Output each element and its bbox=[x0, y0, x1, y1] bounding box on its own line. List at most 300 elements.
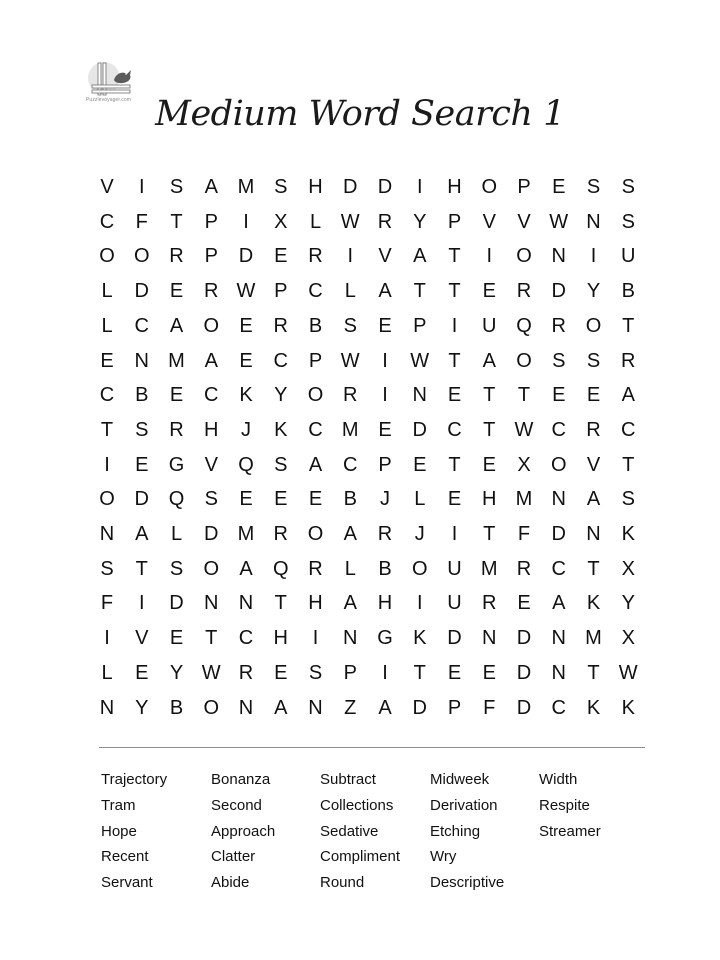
grid-letter[interactable]: T bbox=[587, 557, 600, 580]
grid-letter[interactable]: U bbox=[447, 557, 462, 580]
grid-letter[interactable]: A bbox=[482, 349, 496, 372]
grid-letter[interactable]: T bbox=[587, 661, 600, 684]
grid-letter[interactable]: P bbox=[378, 453, 392, 476]
grid-letter[interactable]: S bbox=[274, 176, 288, 198]
grid-letter[interactable]: W bbox=[340, 349, 360, 372]
grid-letter[interactable]: S bbox=[135, 418, 149, 441]
grid-row bbox=[92, 554, 652, 584]
grid-letter[interactable]: E bbox=[517, 592, 531, 615]
grid-letter[interactable]: P bbox=[308, 349, 323, 372]
grid-letter[interactable]: E bbox=[447, 661, 462, 684]
grid-letter[interactable]: Y bbox=[169, 661, 184, 684]
grid-letter[interactable]: U bbox=[621, 245, 636, 268]
word-list-item: Second bbox=[211, 796, 262, 814]
word-list-item: Clatter bbox=[211, 848, 256, 866]
grid-letter[interactable]: D bbox=[516, 661, 532, 684]
grid-letter[interactable]: C bbox=[343, 453, 358, 476]
word-list-item: Tram bbox=[101, 796, 136, 814]
grid-letter[interactable]: W bbox=[236, 280, 256, 303]
grid-row bbox=[92, 588, 652, 618]
grid-letter[interactable]: D bbox=[169, 592, 184, 615]
grid-letter[interactable]: E bbox=[413, 453, 427, 476]
word-list-item: Trajectory bbox=[101, 771, 168, 788]
divider bbox=[99, 747, 645, 748]
grid-letter[interactable]: S bbox=[169, 176, 184, 198]
grid-letter[interactable]: C bbox=[273, 349, 288, 372]
grid-letter[interactable]: H bbox=[377, 592, 393, 615]
grid-letter[interactable]: F bbox=[517, 523, 531, 545]
grid-letter[interactable]: P bbox=[517, 176, 531, 198]
grid-letter[interactable]: Q bbox=[238, 453, 254, 476]
grid-letter[interactable]: L bbox=[414, 488, 426, 511]
grid-letter[interactable]: C bbox=[447, 418, 462, 441]
grid-letter[interactable]: S bbox=[274, 453, 288, 476]
page-title: Medium Word Search 1 bbox=[155, 94, 565, 134]
grid-letter[interactable]: J bbox=[414, 523, 425, 545]
grid-letter[interactable]: N bbox=[99, 523, 115, 545]
grid-letter[interactable]: L bbox=[344, 280, 356, 303]
grid-letter[interactable]: N bbox=[308, 696, 323, 719]
grid-letter[interactable]: L bbox=[101, 314, 113, 337]
grid-letter[interactable]: D bbox=[551, 523, 566, 545]
grid-letter[interactable]: N bbox=[238, 592, 254, 615]
grid-letter[interactable]: L bbox=[101, 661, 113, 684]
grid-letter[interactable]: N bbox=[482, 627, 497, 650]
grid-letter[interactable]: H bbox=[204, 418, 219, 441]
grid-letter[interactable]: E bbox=[239, 314, 253, 337]
grid-letter[interactable]: U bbox=[447, 592, 462, 615]
grid-letter[interactable]: R bbox=[273, 314, 288, 337]
word-list-item: Streamer bbox=[539, 822, 601, 840]
grid-letter[interactable]: S bbox=[343, 314, 357, 337]
grid-letter[interactable]: E bbox=[552, 384, 566, 407]
grid-letter[interactable]: A bbox=[274, 696, 288, 719]
grid-letter[interactable]: E bbox=[135, 453, 149, 476]
grid-letter[interactable]: N bbox=[238, 696, 254, 719]
word-list-item: Subtract bbox=[320, 771, 376, 788]
grid-letter[interactable]: B bbox=[621, 280, 635, 303]
grid-letter[interactable]: X bbox=[274, 210, 288, 233]
grid-letter[interactable]: K bbox=[274, 418, 288, 441]
grid-row bbox=[92, 207, 652, 237]
grid-letter[interactable]: T bbox=[205, 627, 218, 650]
grid-letter[interactable]: R bbox=[586, 418, 601, 441]
word-list-item: Collections bbox=[320, 796, 394, 814]
bird-on-crossword-logo-icon bbox=[86, 60, 146, 98]
grid-letter[interactable]: P bbox=[343, 661, 357, 684]
grid-letter[interactable]: B bbox=[343, 488, 357, 511]
grid-letter[interactable]: S bbox=[621, 176, 635, 198]
grid-letter[interactable]: T bbox=[448, 349, 461, 372]
grid-letter[interactable]: P bbox=[204, 210, 218, 233]
grid-letter[interactable]: Z bbox=[344, 696, 357, 719]
grid-letter[interactable]: E bbox=[308, 488, 323, 511]
grid-letter[interactable]: L bbox=[101, 280, 113, 303]
grid-letter[interactable]: O bbox=[550, 453, 567, 476]
grid-letter[interactable]: A bbox=[343, 523, 357, 545]
grid-letter[interactable]: N bbox=[204, 592, 219, 615]
grid-letter[interactable]: A bbox=[413, 245, 427, 268]
grid-letter[interactable]: T bbox=[448, 280, 461, 303]
word-list-item: Sedative bbox=[320, 822, 379, 840]
grid-letter[interactable]: F bbox=[135, 210, 148, 233]
grid-letter[interactable]: E bbox=[169, 280, 184, 303]
grid-letter[interactable]: R bbox=[343, 384, 358, 407]
grid-letter[interactable]: T bbox=[448, 453, 461, 476]
grid-letter[interactable]: Y bbox=[135, 696, 149, 719]
grid-letter[interactable]: M bbox=[168, 349, 185, 372]
grid-letter[interactable]: D bbox=[447, 627, 462, 650]
word-list-item: Derivation bbox=[430, 796, 498, 814]
grid-letter[interactable]: T bbox=[448, 245, 461, 268]
grid-letter[interactable]: C bbox=[308, 280, 323, 303]
grid-letter[interactable]: O bbox=[203, 696, 220, 719]
grid-letter[interactable]: I bbox=[104, 627, 110, 650]
grid-letter[interactable]: E bbox=[447, 488, 462, 511]
grid-letter[interactable]: I bbox=[382, 661, 388, 684]
grid-row bbox=[92, 172, 652, 202]
grid-row bbox=[92, 658, 652, 688]
grid-letter[interactable]: F bbox=[483, 696, 496, 719]
grid-letter[interactable]: N bbox=[412, 384, 427, 407]
grid-letter[interactable]: A bbox=[204, 176, 218, 198]
grid-row bbox=[92, 241, 652, 271]
grid-letter[interactable]: S bbox=[552, 349, 566, 372]
grid-row bbox=[92, 693, 652, 723]
grid-letter[interactable]: A bbox=[586, 488, 601, 511]
grid-letter[interactable]: V bbox=[100, 176, 114, 198]
grid-letter[interactable]: R bbox=[621, 349, 636, 372]
grid-letter[interactable]: S bbox=[308, 661, 323, 684]
grid-letter[interactable]: O bbox=[516, 245, 532, 268]
grid-letter[interactable]: I bbox=[138, 176, 145, 198]
word-list bbox=[101, 770, 661, 910]
grid-letter[interactable]: B bbox=[308, 314, 323, 337]
grid-letter[interactable]: B bbox=[378, 557, 392, 580]
grid-letter[interactable]: I bbox=[382, 349, 388, 372]
grid-letter[interactable]: S bbox=[586, 176, 601, 198]
grid-letter[interactable]: M bbox=[480, 557, 498, 580]
grid-letter[interactable]: A bbox=[308, 453, 323, 476]
grid-letter[interactable]: T bbox=[100, 418, 114, 441]
grid-letter[interactable]: D bbox=[551, 280, 566, 303]
grid-row bbox=[92, 415, 652, 445]
grid-letter[interactable]: O bbox=[133, 245, 150, 268]
grid-letter[interactable]: N bbox=[586, 210, 601, 233]
grid-letter[interactable]: D bbox=[412, 418, 427, 441]
grid-row bbox=[92, 380, 652, 410]
grid-letter[interactable]: O bbox=[516, 349, 532, 372]
grid-letter[interactable]: B bbox=[169, 696, 184, 719]
grid-letter[interactable]: I bbox=[243, 210, 249, 233]
grid-letter[interactable]: R bbox=[482, 592, 497, 615]
grid-letter[interactable]: C bbox=[134, 314, 149, 337]
grid-letter[interactable]: W bbox=[340, 210, 360, 233]
grid-letter[interactable]: O bbox=[307, 523, 324, 545]
grid-letter[interactable]: X bbox=[621, 557, 635, 580]
grid-letter[interactable]: D bbox=[204, 523, 219, 545]
grid-letter[interactable]: F bbox=[100, 592, 114, 615]
grid-letter[interactable]: D bbox=[377, 176, 393, 198]
grid-letter[interactable]: W bbox=[514, 418, 534, 441]
grid-letter[interactable]: B bbox=[135, 384, 149, 407]
grid-letter[interactable]: O bbox=[585, 314, 602, 337]
grid-letter[interactable]: E bbox=[274, 488, 288, 511]
grid-letter[interactable]: P bbox=[274, 280, 288, 303]
word-list-item: Descriptive bbox=[430, 874, 505, 892]
grid-letter[interactable]: I bbox=[451, 523, 458, 545]
grid-letter[interactable]: X bbox=[517, 453, 531, 476]
grid-letter[interactable]: T bbox=[622, 314, 635, 337]
grid-letter[interactable]: T bbox=[135, 557, 148, 580]
grid-letter[interactable]: I bbox=[104, 453, 110, 476]
grid-letter[interactable]: P bbox=[447, 210, 462, 233]
grid-letter[interactable]: C bbox=[204, 384, 219, 407]
grid-letter[interactable]: H bbox=[308, 176, 323, 198]
grid-letter[interactable]: J bbox=[380, 488, 390, 511]
grid-letter[interactable]: M bbox=[585, 627, 602, 650]
grid-letter[interactable]: X bbox=[621, 627, 635, 650]
grid-letter[interactable]: O bbox=[99, 245, 115, 268]
grid-letter[interactable]: M bbox=[237, 523, 255, 545]
grid-letter[interactable]: S bbox=[204, 488, 218, 511]
grid-letter[interactable]: V bbox=[482, 210, 496, 233]
grid-letter[interactable]: N bbox=[343, 627, 358, 650]
grid-letter[interactable]: A bbox=[621, 384, 635, 407]
grid-letter[interactable]: G bbox=[377, 627, 393, 650]
grid-letter[interactable]: D bbox=[238, 245, 254, 268]
grid-letter[interactable]: Q bbox=[168, 488, 185, 511]
grid-letter[interactable]: O bbox=[203, 314, 220, 337]
grid-letter[interactable]: C bbox=[99, 210, 115, 233]
grid-letter[interactable]: S bbox=[169, 557, 184, 580]
grid-letter[interactable]: L bbox=[309, 210, 322, 233]
grid-letter[interactable]: U bbox=[482, 314, 497, 337]
grid-letter[interactable]: E bbox=[169, 384, 184, 407]
grid-letter[interactable]: C bbox=[551, 696, 566, 719]
grid-letter[interactable]: O bbox=[481, 176, 498, 198]
grid-row bbox=[92, 450, 652, 480]
grid-letter[interactable]: R bbox=[516, 557, 532, 580]
grid-letter[interactable]: S bbox=[621, 210, 635, 233]
grid-letter[interactable]: W bbox=[201, 661, 221, 684]
grid-letter[interactable]: E bbox=[586, 384, 601, 407]
grid-row bbox=[92, 311, 652, 341]
grid-letter[interactable]: K bbox=[413, 627, 427, 650]
grid-letter[interactable]: O bbox=[203, 557, 220, 580]
grid-letter[interactable]: V bbox=[135, 627, 149, 650]
grid-letter[interactable]: E bbox=[482, 661, 496, 684]
grid-letter[interactable]: Y bbox=[413, 210, 427, 233]
grid-letter[interactable]: P bbox=[447, 696, 462, 719]
grid-letter[interactable]: D bbox=[134, 280, 149, 303]
grid-letter[interactable]: A bbox=[204, 349, 218, 372]
grid-letter[interactable]: W bbox=[549, 210, 569, 233]
grid-letter[interactable]: E bbox=[482, 453, 496, 476]
grid-letter[interactable]: R bbox=[169, 418, 184, 441]
grid-letter[interactable]: N bbox=[99, 696, 115, 719]
grid-letter[interactable]: A bbox=[378, 696, 392, 719]
grid-letter[interactable]: V bbox=[586, 453, 601, 476]
grid-letter[interactable]: I bbox=[451, 314, 458, 337]
grid-letter[interactable]: A bbox=[552, 592, 566, 615]
grid-letter[interactable]: D bbox=[516, 627, 532, 650]
grid-letter[interactable]: E bbox=[378, 314, 392, 337]
word-list-item: Round bbox=[320, 874, 365, 892]
grid-letter[interactable]: C bbox=[308, 418, 323, 441]
grid-row bbox=[92, 276, 652, 306]
word-list-item: Midweek bbox=[430, 771, 490, 788]
grid-letter[interactable]: Y bbox=[621, 592, 635, 615]
grid-letter[interactable]: M bbox=[237, 176, 255, 198]
grid-letter[interactable]: E bbox=[100, 349, 114, 372]
grid-letter[interactable]: O bbox=[99, 488, 115, 511]
grid-letter[interactable]: D bbox=[134, 488, 149, 511]
grid-letter[interactable]: A bbox=[239, 557, 253, 580]
grid-letter[interactable]: T bbox=[483, 384, 496, 407]
grid-letter[interactable]: N bbox=[551, 661, 566, 684]
grid-row bbox=[92, 484, 652, 514]
word-list-item: Width bbox=[539, 771, 578, 788]
grid-letter[interactable]: A bbox=[135, 523, 149, 545]
grid-letter[interactable]: C bbox=[621, 418, 636, 441]
grid-letter[interactable]: E bbox=[378, 418, 392, 441]
grid-letter[interactable]: Y bbox=[274, 384, 288, 407]
grid-letter[interactable]: R bbox=[308, 245, 323, 268]
grid-letter[interactable]: O bbox=[411, 557, 428, 580]
grid-letter[interactable]: R bbox=[516, 280, 532, 303]
word-list-item: Bonanza bbox=[211, 771, 271, 788]
grid-letter[interactable]: E bbox=[239, 349, 253, 372]
grid-letter[interactable]: E bbox=[239, 488, 253, 511]
grid-letter[interactable]: K bbox=[586, 592, 601, 615]
grid-letter[interactable]: P bbox=[413, 314, 427, 337]
grid-letter[interactable]: Q bbox=[272, 557, 289, 580]
grid-letter[interactable]: R bbox=[169, 245, 184, 268]
word-list-item: Approach bbox=[211, 822, 276, 840]
grid-letter[interactable]: T bbox=[413, 280, 426, 303]
grid-letter[interactable]: S bbox=[586, 349, 601, 372]
grid-letter[interactable]: R bbox=[377, 210, 393, 233]
grid-letter[interactable]: R bbox=[377, 523, 393, 545]
grid-letter[interactable]: P bbox=[204, 245, 218, 268]
grid-letter[interactable]: T bbox=[170, 210, 183, 233]
grid-letter[interactable]: E bbox=[482, 280, 496, 303]
grid-letter[interactable]: D bbox=[412, 696, 427, 719]
grid-letter[interactable]: W bbox=[618, 661, 638, 684]
grid-letter[interactable]: A bbox=[343, 592, 357, 615]
grid-letter[interactable]: A bbox=[378, 280, 392, 303]
grid-letter[interactable]: N bbox=[586, 523, 601, 545]
grid-letter[interactable]: C bbox=[238, 627, 254, 650]
grid-letter[interactable]: L bbox=[170, 523, 183, 545]
grid-letter[interactable]: I bbox=[416, 176, 423, 198]
grid-letter[interactable]: T bbox=[483, 523, 496, 545]
grid-letter[interactable]: I bbox=[312, 627, 319, 650]
grid-letter[interactable]: H bbox=[447, 176, 462, 198]
grid-letter[interactable]: T bbox=[622, 453, 635, 476]
grid-row bbox=[92, 623, 652, 653]
grid-letter[interactable]: C bbox=[551, 557, 566, 580]
word-list-item: Hope bbox=[101, 822, 137, 840]
grid-letter[interactable]: V bbox=[517, 210, 531, 233]
grid-letter[interactable]: K bbox=[239, 384, 253, 407]
grid-letter[interactable]: L bbox=[344, 557, 356, 580]
grid-letter[interactable]: K bbox=[621, 696, 635, 719]
grid-letter[interactable]: K bbox=[621, 523, 635, 545]
grid-letter[interactable]: I bbox=[486, 245, 493, 268]
grid-letter[interactable]: Y bbox=[586, 280, 601, 303]
grid-letter[interactable]: O bbox=[307, 384, 324, 407]
grid-letter[interactable]: R bbox=[204, 280, 219, 303]
word-list-item: Abide bbox=[211, 874, 250, 892]
grid-letter[interactable]: T bbox=[517, 384, 531, 407]
grid-letter[interactable]: A bbox=[169, 314, 184, 337]
grid-letter[interactable]: I bbox=[138, 592, 145, 615]
grid-letter[interactable]: E bbox=[552, 176, 566, 198]
grid-letter[interactable]: J bbox=[241, 418, 251, 441]
grid-letter[interactable]: R bbox=[238, 661, 254, 684]
grid-letter[interactable]: K bbox=[586, 696, 601, 719]
grid-row bbox=[92, 346, 652, 376]
grid-letter[interactable]: N bbox=[551, 627, 566, 650]
grid-letter[interactable]: H bbox=[273, 627, 288, 650]
grid-letter[interactable]: S bbox=[621, 488, 635, 511]
logo-caption: Puzzlevoyager.com bbox=[86, 97, 132, 103]
grid-letter[interactable]: Q bbox=[516, 314, 532, 337]
grid-letter[interactable]: E bbox=[274, 661, 288, 684]
grid-letter[interactable]: T bbox=[274, 592, 287, 615]
grid-letter[interactable]: M bbox=[515, 488, 533, 511]
word-list-item: Etching bbox=[430, 822, 481, 840]
grid-letter[interactable]: N bbox=[551, 245, 566, 268]
grid-letter[interactable]: N bbox=[134, 349, 149, 372]
grid-letter[interactable]: H bbox=[482, 488, 497, 511]
grid-letter[interactable]: T bbox=[483, 418, 496, 441]
grid-letter[interactable]: D bbox=[516, 696, 532, 719]
grid-letter[interactable]: E bbox=[135, 661, 149, 684]
grid-letter[interactable]: N bbox=[551, 488, 566, 511]
word-list-item: Servant bbox=[101, 874, 153, 892]
grid-letter[interactable]: R bbox=[273, 523, 288, 545]
grid-letter[interactable]: G bbox=[168, 453, 185, 476]
grid-letter[interactable]: I bbox=[416, 592, 423, 615]
word-list-item: Compliment bbox=[320, 848, 401, 866]
grid-letter[interactable]: I bbox=[382, 384, 388, 407]
grid-letter[interactable]: I bbox=[590, 245, 597, 268]
grid-letter[interactable]: E bbox=[274, 245, 288, 268]
grid-letter[interactable]: S bbox=[100, 557, 114, 580]
grid-letter[interactable]: W bbox=[410, 349, 430, 372]
grid-letter[interactable]: C bbox=[99, 384, 115, 407]
grid-letter[interactable]: E bbox=[169, 627, 184, 650]
grid-letter[interactable]: H bbox=[308, 592, 323, 615]
grid-letter[interactable]: E bbox=[447, 384, 462, 407]
word-list-item: Recent bbox=[101, 848, 149, 866]
word-list-item: Wry bbox=[430, 848, 457, 866]
grid-letter[interactable]: C bbox=[551, 418, 566, 441]
grid-letter[interactable]: R bbox=[308, 557, 323, 580]
word-list-item: Respite bbox=[539, 796, 590, 814]
grid-letter[interactable]: V bbox=[378, 245, 392, 268]
grid-row bbox=[92, 519, 652, 549]
grid-letter[interactable]: D bbox=[343, 176, 358, 198]
grid-letter[interactable]: M bbox=[341, 418, 359, 441]
grid-letter[interactable]: V bbox=[204, 453, 218, 476]
grid-letter[interactable]: I bbox=[347, 245, 354, 268]
grid-letter[interactable]: T bbox=[413, 661, 426, 684]
grid-letter[interactable]: R bbox=[551, 314, 566, 337]
